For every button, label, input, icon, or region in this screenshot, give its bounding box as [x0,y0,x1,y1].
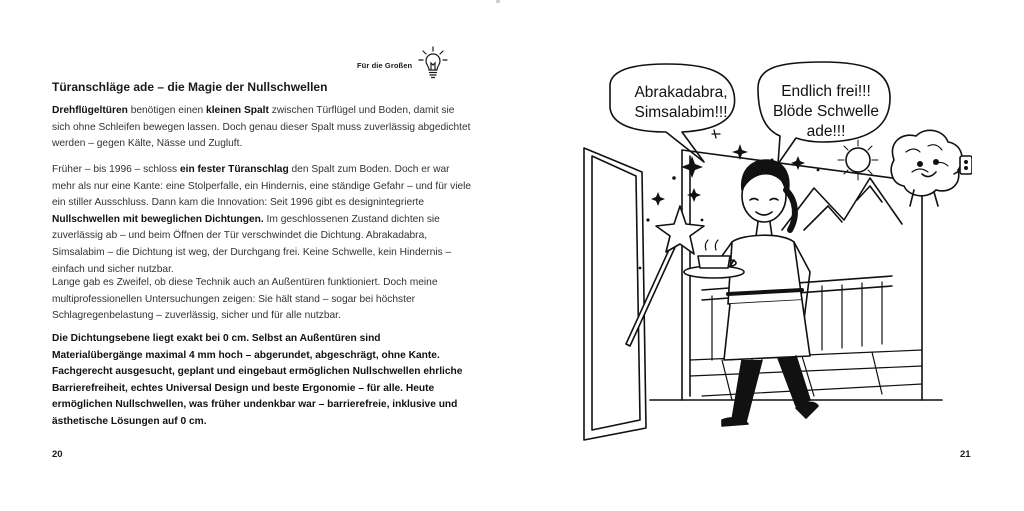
paragraph-intro [52,103,472,153]
audience-badge [357,50,448,80]
page-number-right: 21 [960,449,971,460]
bubble-line: Blöde Schwelle [773,103,879,120]
speech-bubble-left-text [615,83,747,123]
text-run: benötigen einen [127,105,207,116]
bold-term: Nullschwellen mit beweglichen Dichtungen. [52,213,264,225]
paragraph-history [52,162,472,278]
page-number-left: 20 [52,449,63,460]
speech-bubble-right-text [765,82,887,142]
bubble-line: Simsalabim!!! [634,104,728,121]
bubble-line: Abrakadabra, [634,84,728,101]
brain-mascot-icon [891,130,972,206]
text-run: Im geschlossenen Zustand dichten sie zuverlässig ab – und beim Öffnen der Tür verschwindet die Dichtung. Abrakadabra, Simsalabim – die Dichtung ist weg, der Durchgang frei. Keine Schwelle, kein Hindernis – einfach und sicher nutzbar. [52,213,452,275]
paragraph-conclusion: Die Dichtungsebene liegt exakt bei 0 cm. Selbst an Außentüren sind Materialübergänge maximal 4 mm hoch – abgerundet, abgeschrägt, ohne Kante. Fachgerecht ausgesucht, geplant und eingebaut ermöglichen Nullschwellen ehrliche Barrierefreiheit, echtes Universal Design und beste Ergonomie – für alle. Heute ermöglichen Nullschwellen, was früher undenkbar war – barrierefreie, inklusive und ästhetische Lösungen auf 0 cm. [52,333,463,427]
text-run: zwischen Türflügel und Boden, damit sie sich ohne Schleifen bewegen lassen. Doch genau dieser Spalt muss zuverlässig abgedichtet werden – gegen Kälte, Nässe und Zugluft. [52,105,471,150]
bubble-line: ade!!! [806,123,846,140]
bold-term: kleinen Spalt [206,105,269,116]
bubble-line: Endlich frei!!! [781,83,871,100]
lightbulb-icon [418,46,448,80]
bold-term: ein fester Türanschlag [179,164,289,175]
text-run: den Spalt zum Boden. Doch er war mehr als nur eine Kante: eine Stolperfalle, ein Hindernis, eine ständige Gefahr – und für viele ein stiller Ausschluss. Dann kam die Innovation: Seit 1996 gibt es designintegrierte [52,164,472,209]
waitress-figure [684,160,818,426]
text-run: Früher – bis 1996 – schloss [52,164,180,175]
badge-label: Für die Großen [357,60,413,70]
bold-term: Drehflügeltüren [52,105,128,116]
section-title: Türanschläge ade – die Magie der Nullschwellen [52,80,328,94]
paragraph-research: Lange gab es Zweifel, ob diese Technik auch an Außentüren funktioniert. Doch meine multiprofessionellen Untersuchungen zeigen: Sie hält stand – sogar bei höchster Schlagregenbelastung – zuverlässig, sicher und für alle nutzbar. [52,277,438,322]
